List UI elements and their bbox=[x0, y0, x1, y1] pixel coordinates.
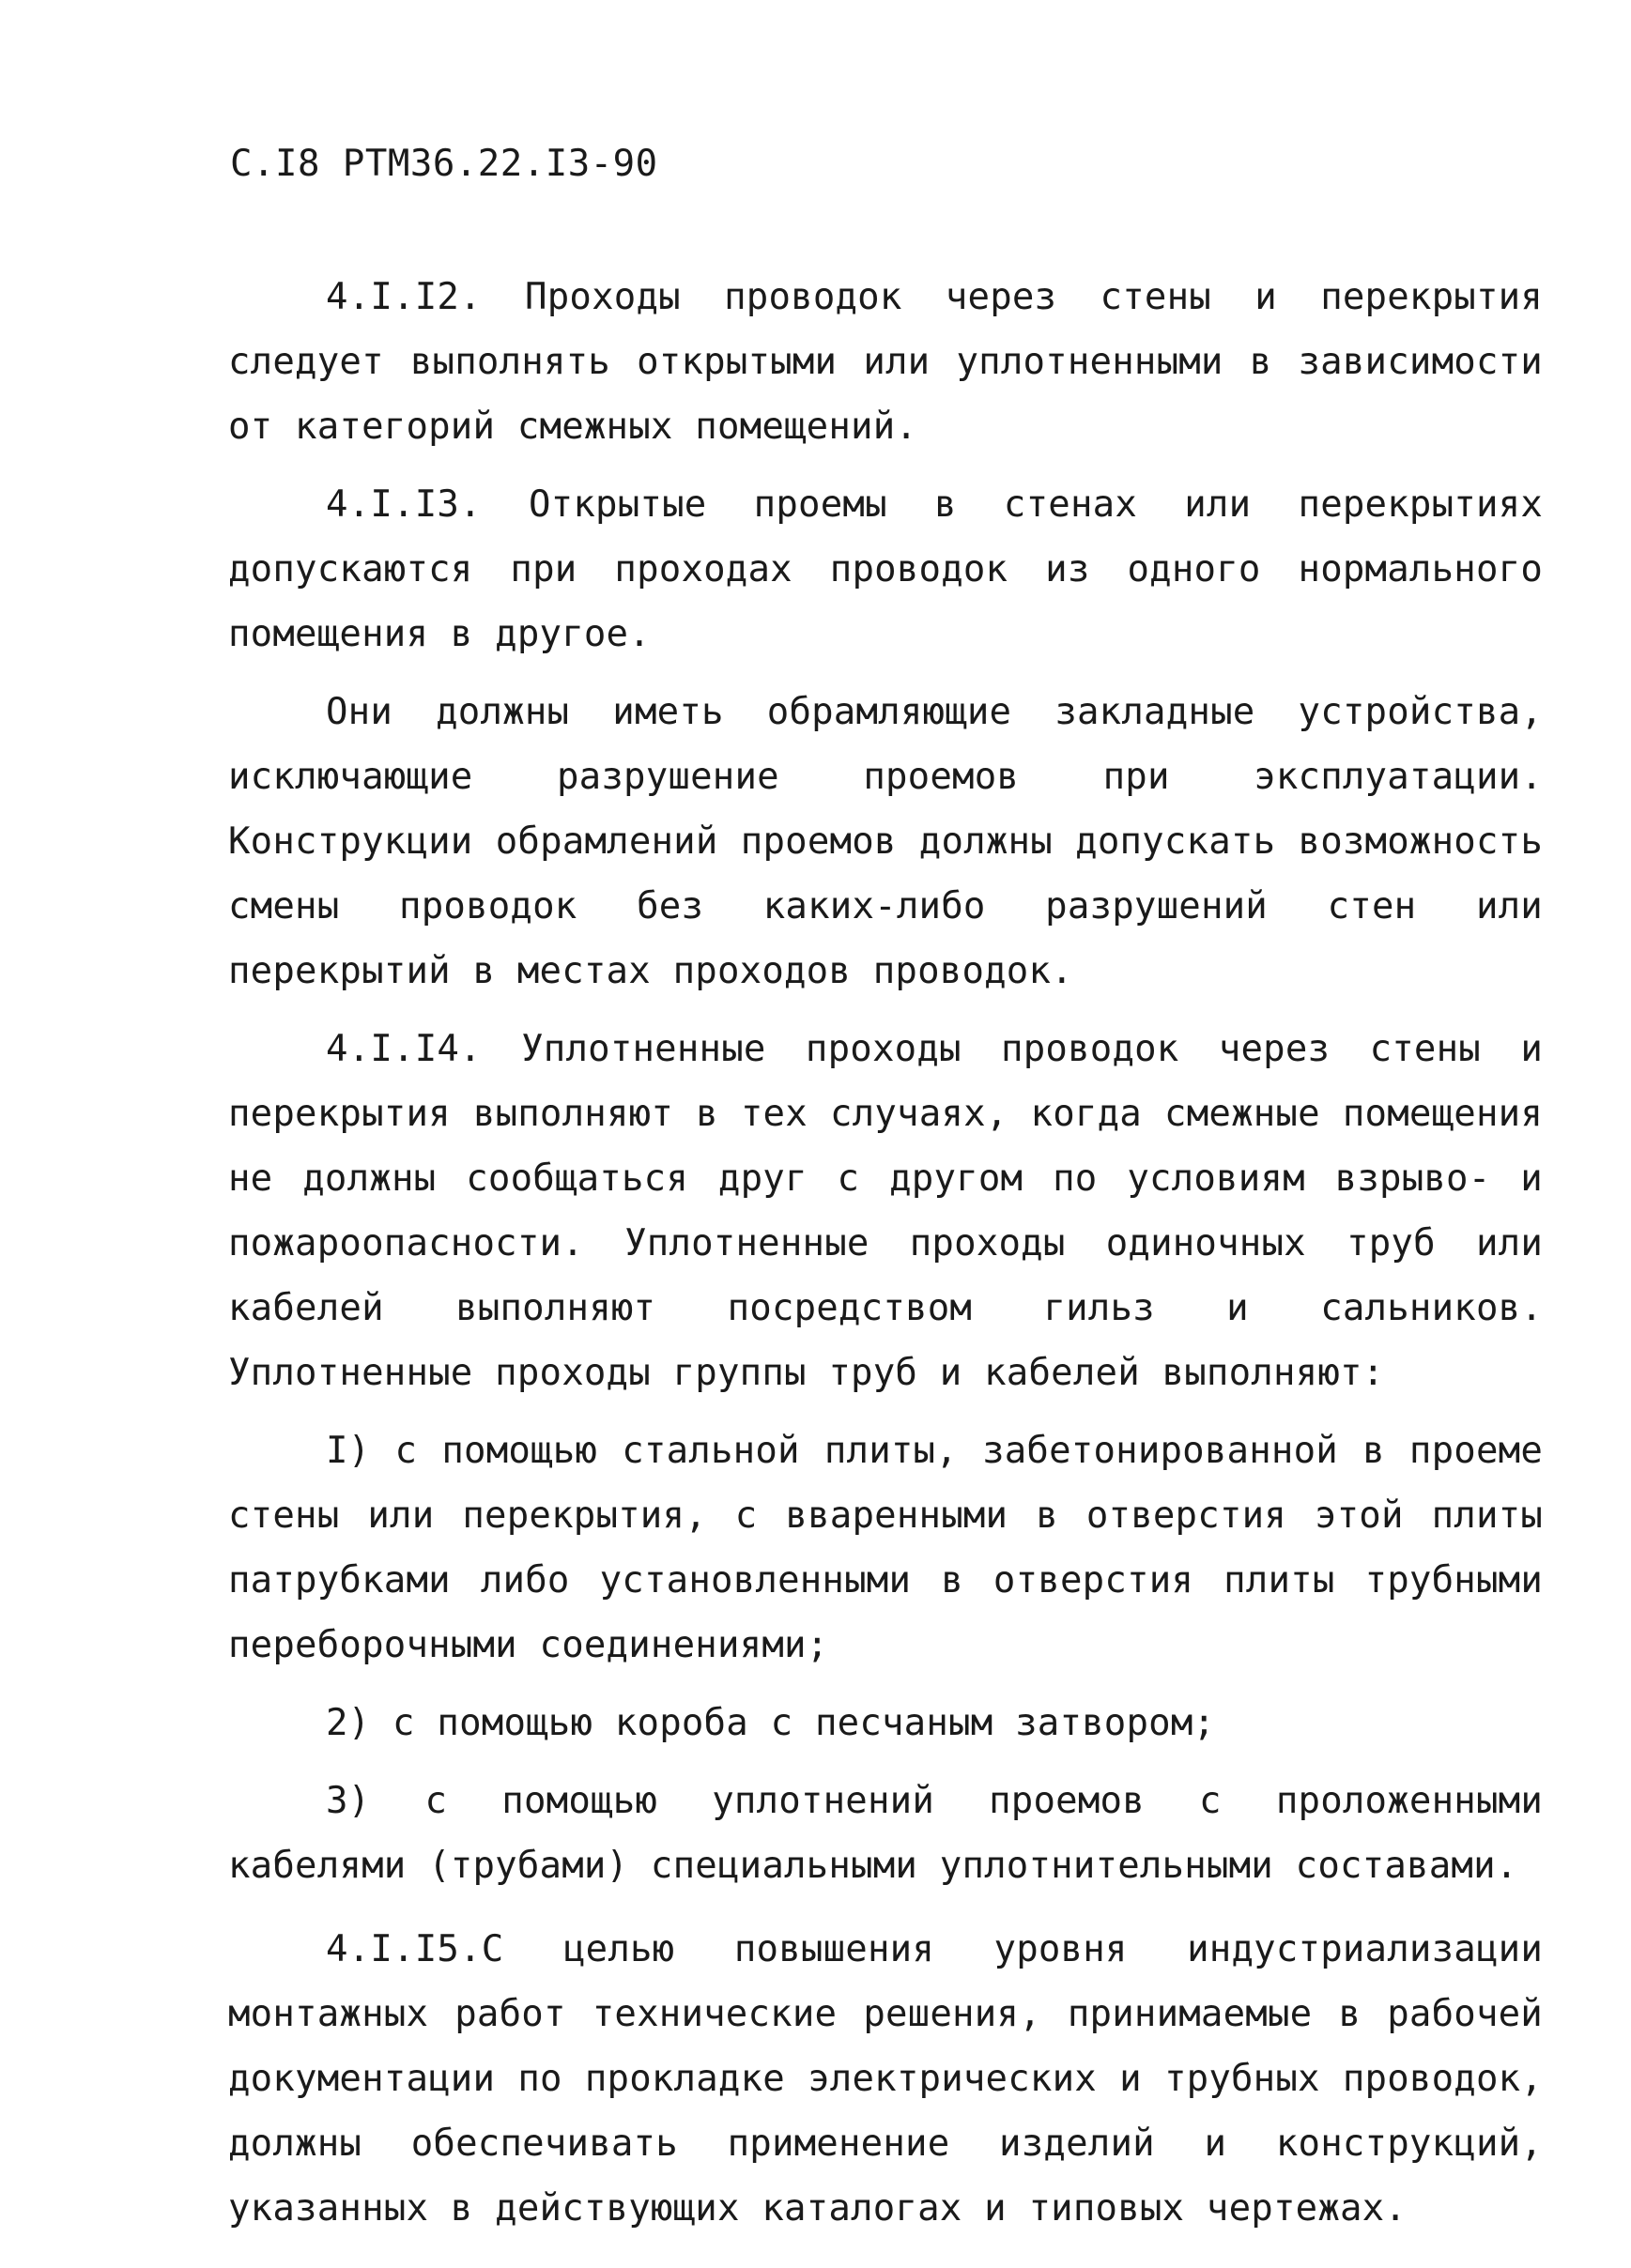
paragraph-4-1-15: 4.I.I5.С целью повышения уровня индустриализации монтажных работ технические решения, принимаемые в рабочей документации по прокладке электрических и трубных проводок, должны обеспечивать применение изделий и конструкций, указанных в действующих каталогах и типовых чертежах. bbox=[228, 1928, 1543, 2230]
page-header: С.I8 РТМ36.22.I3-90 bbox=[230, 143, 658, 185]
list-item-1: I) с помощью стальной плиты, забетонированной в проеме стены или перекрытия, с вваренными в отверстия этой плиты патрубками либо установленными в отверстия плиты трубными переборочными соединениями; bbox=[228, 1430, 1543, 1666]
paragraph-4-1-12: 4.I.I2. Проходы проводок через стены и перекрытия следует выполнять открытыми или уплотненными в зависимости от категорий смежных помещений. bbox=[228, 276, 1543, 448]
paragraph-4-1-13: 4.I.I3. Открытые проемы в стенах или перекрытиях допускаются при проходах проводок из одного нормального помещения в другое. bbox=[228, 483, 1543, 655]
paragraph-framing-devices: Они должны иметь обрамляющие закладные устройства, исключающие разрушение проемов при эксплуатации. Конструкции обрамлений проемов должны допускать возможность смены проводок без каких-либо разрушений стен или перекрытий в местах проходов проводок. bbox=[228, 691, 1543, 992]
paragraph-4-1-14: 4.I.I4. Уплотненные проходы проводок через стены и перекрытия выполняют в тех случаях, когда смежные помещения не должны сообщаться друг с другом по условиям взрыво- и пожароопасности. Уплотненные проходы одиночных труб или кабелей выполняют посредством гильз и сальников. Уплотненные проходы группы труб и кабелей выполняют: bbox=[228, 1028, 1543, 1394]
document-body bbox=[228, 265, 1543, 2241]
list-item-3: 3) с помощью уплотнений проемов с проложенными кабелями (трубами) специальными уплотнительными составами. bbox=[228, 1780, 1543, 1887]
list-item-2: 2) с помощью короба с песчаным затвором; bbox=[326, 1702, 1216, 1744]
